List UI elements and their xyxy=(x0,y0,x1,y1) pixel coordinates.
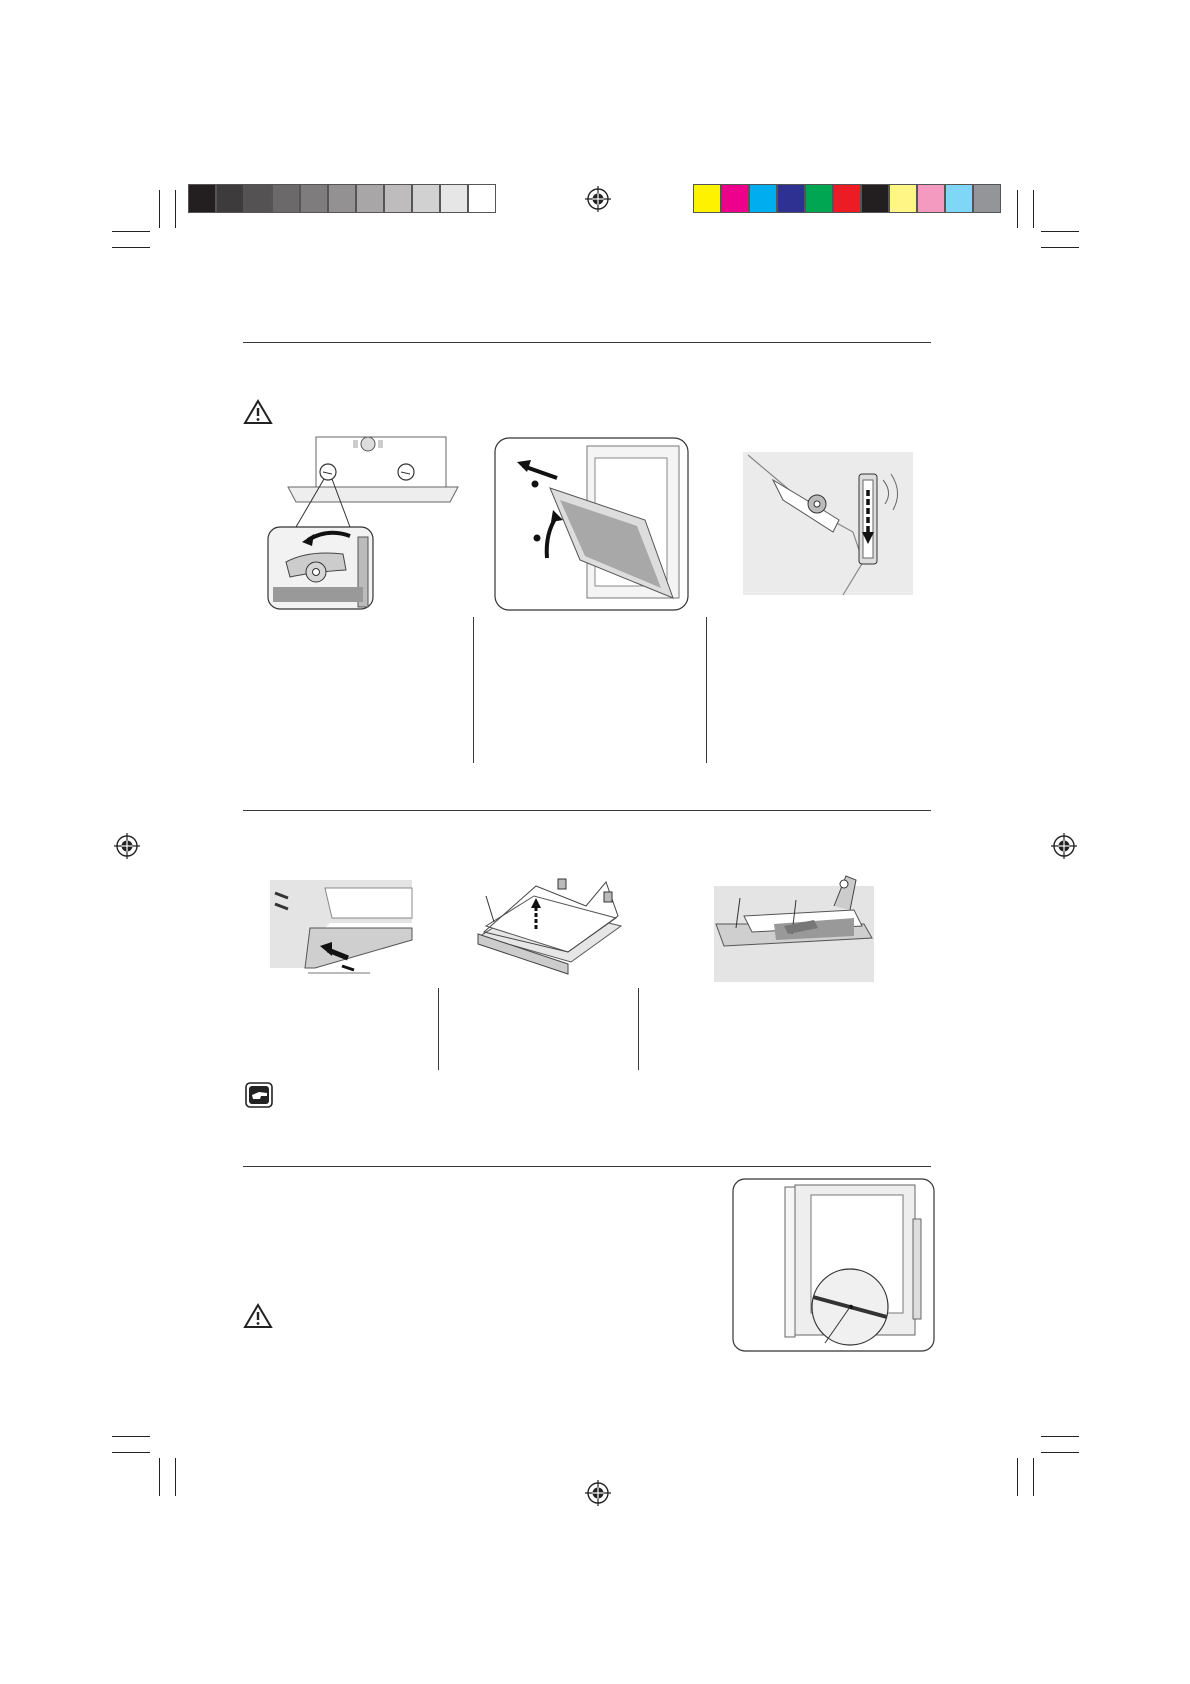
color-swatch xyxy=(749,184,777,213)
registration-mark-top xyxy=(585,186,611,212)
registration-mark-left xyxy=(114,833,140,859)
color-swatch xyxy=(805,184,833,213)
door-hinge-lever-illustration xyxy=(268,432,458,612)
crop-mark xyxy=(112,1436,150,1437)
section-divider-3 xyxy=(243,1166,931,1167)
door-top-trim-release-illustration xyxy=(270,878,412,978)
warning-triangle-icon xyxy=(243,1303,273,1329)
crop-mark xyxy=(175,190,176,228)
crop-mark xyxy=(1033,190,1034,228)
color-swatch xyxy=(300,184,328,213)
crop-mark xyxy=(175,1458,176,1496)
crop-mark xyxy=(1041,231,1079,232)
crop-mark xyxy=(159,190,160,228)
crop-mark xyxy=(112,1452,150,1453)
color-swatch xyxy=(973,184,1001,213)
crop-mark xyxy=(1033,1458,1034,1496)
door-glass-frame-illustration xyxy=(714,866,874,982)
color-swatch xyxy=(861,184,889,213)
column-divider xyxy=(438,988,439,1070)
color-swatch xyxy=(721,184,749,213)
color-swatch xyxy=(889,184,917,213)
crop-mark xyxy=(1041,247,1079,248)
color-swatch xyxy=(244,184,272,213)
warning-triangle-icon xyxy=(243,399,273,425)
color-swatch xyxy=(917,184,945,213)
registration-mark-right xyxy=(1051,833,1077,859)
color-swatch xyxy=(272,184,300,213)
color-swatch xyxy=(777,184,805,213)
color-swatch xyxy=(188,184,216,213)
section-divider-2 xyxy=(243,810,931,811)
column-divider xyxy=(638,988,639,1070)
crop-mark xyxy=(159,1458,160,1496)
color-swatch xyxy=(356,184,384,213)
color-swatch xyxy=(384,184,412,213)
door-tilting-removal-illustration xyxy=(495,438,688,610)
crop-mark xyxy=(1041,1436,1079,1437)
section-divider-1 xyxy=(243,342,931,343)
color-swatch xyxy=(328,184,356,213)
hinge-slot-insertion-illustration xyxy=(743,452,913,595)
oven-seal-detail-illustration xyxy=(733,1179,934,1351)
registration-mark-bottom xyxy=(585,1480,611,1506)
crop-mark xyxy=(112,231,150,232)
color-swatch xyxy=(216,184,244,213)
crop-mark xyxy=(112,247,150,248)
column-divider xyxy=(473,617,474,763)
crop-mark xyxy=(1017,190,1018,228)
color-swatch xyxy=(468,184,496,213)
color-swatch xyxy=(412,184,440,213)
crop-mark xyxy=(1017,1458,1018,1496)
column-divider xyxy=(706,617,707,763)
crop-mark xyxy=(1041,1452,1079,1453)
color-swatch xyxy=(945,184,973,213)
inner-glass-panel-removal-illustration xyxy=(476,874,626,982)
color-swatch xyxy=(440,184,468,213)
color-swatch xyxy=(693,184,721,213)
hand-pointer-note-icon xyxy=(245,1082,273,1108)
color-swatch xyxy=(833,184,861,213)
